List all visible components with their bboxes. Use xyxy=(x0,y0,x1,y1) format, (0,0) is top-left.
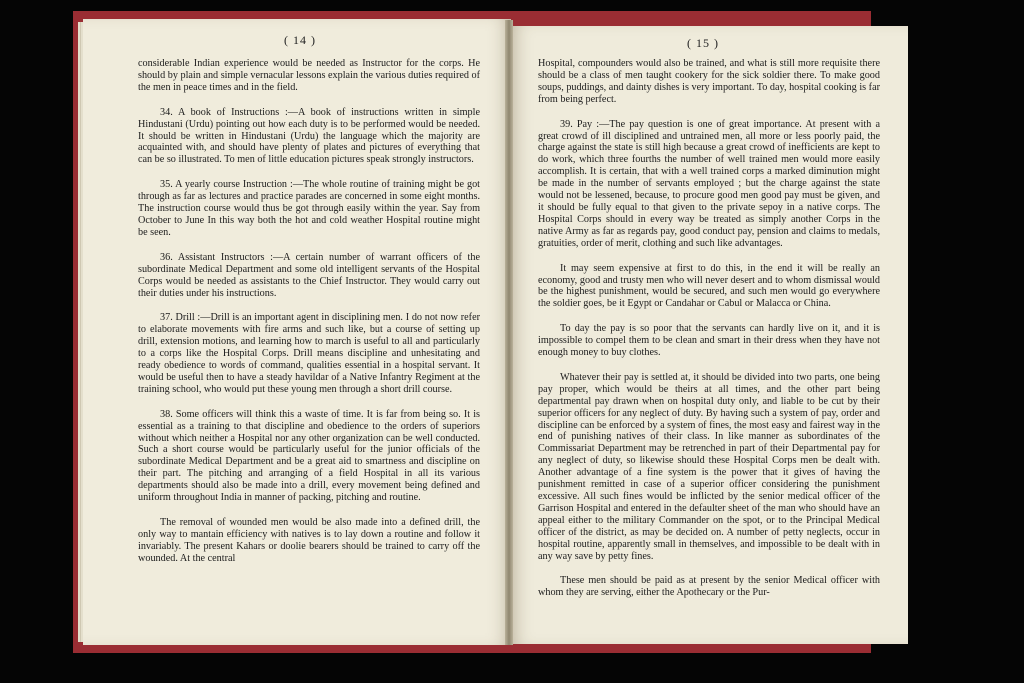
paragraph: Whatever their pay is settled at, it should be divided into two parts, one being pay proper, which would be theirs at all times, and the other part being departmental pay drawn when on hospital duty only, and liable to be cut by their superior officers for any neglect of duty. By having such a system of pay, order and discipline can be enforced by a system of fines, the most easy and fairest way in the end of punishing natives of their class. In like manner as subordinates of the Commissariat Department may be retrenched in part of their Departmental pay for any neglect of duty, so likewise should these Hospital Corps men be dealt with. Another advantage of a fine system is the power that it gives of having the punishment remitted in case of a superior officer considering the punishment excessive. All such fines would be inflicted by the senior medical officer of the Garrison Hospital and entered in the defaulter sheet of the man who should have an appeal either to the military Commander on the spot, or to the Principal Medical officer of the district, as may be decided on. A number of petty neglects, occur in hospital routine, apparently small in themselves, and impossible to be dealt with in any way save by petty fines. xyxy=(538,371,880,562)
paragraph: considerable Indian experience would be needed as Instructor for the corps. He should by plain and simple vernacular lessons explain the various duties required of the men in peace times and in the field. xyxy=(138,58,480,93)
right-page-text xyxy=(538,58,880,612)
paragraph: To day the pay is so poor that the servants can hardly live on it, and it is impossible to compel them to be clean and smart in their dress when they have not enough money to buy clothes. xyxy=(538,323,880,359)
left-page-text xyxy=(138,58,480,578)
paragraph: These men should be paid as at present by the senior Medical officer with whom they are serving, either the Apothecary or the Pur- xyxy=(538,575,880,599)
left-page-number: ( 14 ) xyxy=(284,33,316,47)
paragraph: Hospital, compounders would also be trained, and what is still more requisite there should be a class of men taught cookery for the sick soldier there. To make good soups, puddings, and dainty dishes is very important. To day, hospital cooking is far from being perfect. xyxy=(538,58,880,105)
book-gutter xyxy=(505,20,513,645)
paragraph: It may seem expensive at first to do this, in the end it will be really an economy, good and trusty men who will never desert and to whom dismissal would be the highest punishment, would be secured, and such men would go everywhere the soldier goes, be it Egypt or Candahar or Cabul or Malacca or China. xyxy=(538,262,880,310)
paragraph: The removal of wounded men would be also made into a defined drill, the only way to mantain efficiency with natives is to lay down a routine and follow it invariably. The present Kahars or doolie bearers should be trained to carry off the wounded. At the central xyxy=(138,517,480,564)
paragraph-35: 35. A yearly course Instruction :—The whole routine of training might be got through as far as lectures and practice parades are concerned in some eight months. The instruction course would thus be got through easily within the year. Say from October to June In this way both the hot and cold weather Hospital routine might be seen. xyxy=(138,179,480,238)
paragraph-36: 36. Assistant Instructors :—A certain number of warrant officers of the subordinate Medical Department and some old intelligent servants of the Hospital Corps would be needed as assistants to the Chief Instructor. They would carry out their duties under his instructions. xyxy=(138,251,480,299)
paragraph-37: 37. Drill :—Drill is an important agent in disciplining men. I do not now refer to elaborate movements with fire arms and such like, but a course of setting up drill, extension motions, and learning how to march is useful to all and particularly to a corps like the Hospital Corps. Drill means discipline and unhesitating and ready obedience to words of command, qualities essential in a hospital servant. It would be useful then to have a steady havildar of a Native Infantry Regiment at the training school, who would put these young men through a short drill course. xyxy=(138,312,480,395)
paragraph-38: 38. Some officers will think this a waste of time. It is far from being so. It is essential as a training to that discipline and obedience to the orders of superiors without which neither a Hospital nor any other organization can be well conducted. Such a short course would be particularly useful for the junior officials of the subordinate Medical Department and be a great aid to smartness and discipline on their part. The pitching and arranging of a field Hospital in all its various departments should also be made into a drill, every movement being defined and uniform throughout India in manner of packing, pitching and routine. xyxy=(138,408,480,504)
right-page-number: ( 15 ) xyxy=(687,36,719,50)
paragraph-34: 34. A book of Instructions :—A book of instructions written in simple Hindustani (Urdu) pointing out how each duty is to be performed would be needed. It should be written in Hindustani (Urdu) the language which the majority are acquainted with, and should have plenty of plates and pictures of everything that can be so illustrated. To men of little education pictures speak strongly instructors. xyxy=(138,106,480,166)
paragraph-39: 39. Pay :—The pay question is one of great importance. At present with a great crowd of ill disciplined and untrained men, all more or less poorly paid, the charge against the state is still high because a great crowd of inefficients are kept to do work, which three fourths the number of well trained men would more easily accomplish. It is certain, that with a well trained corps a marked diminution might be made in the number of servants employed ; but the charge against the state would not be lessened, because, to procure good men good pay must be given, and it should be fully equal to that given to the private sepoy in a native corps. The Hospital Corps should in every way be treated as simply another Corps in the native Army as far as regards pay, good conduct pay, pension and claims to medals, gratuities, order of merit, clothing and such like advantages. xyxy=(538,118,880,249)
